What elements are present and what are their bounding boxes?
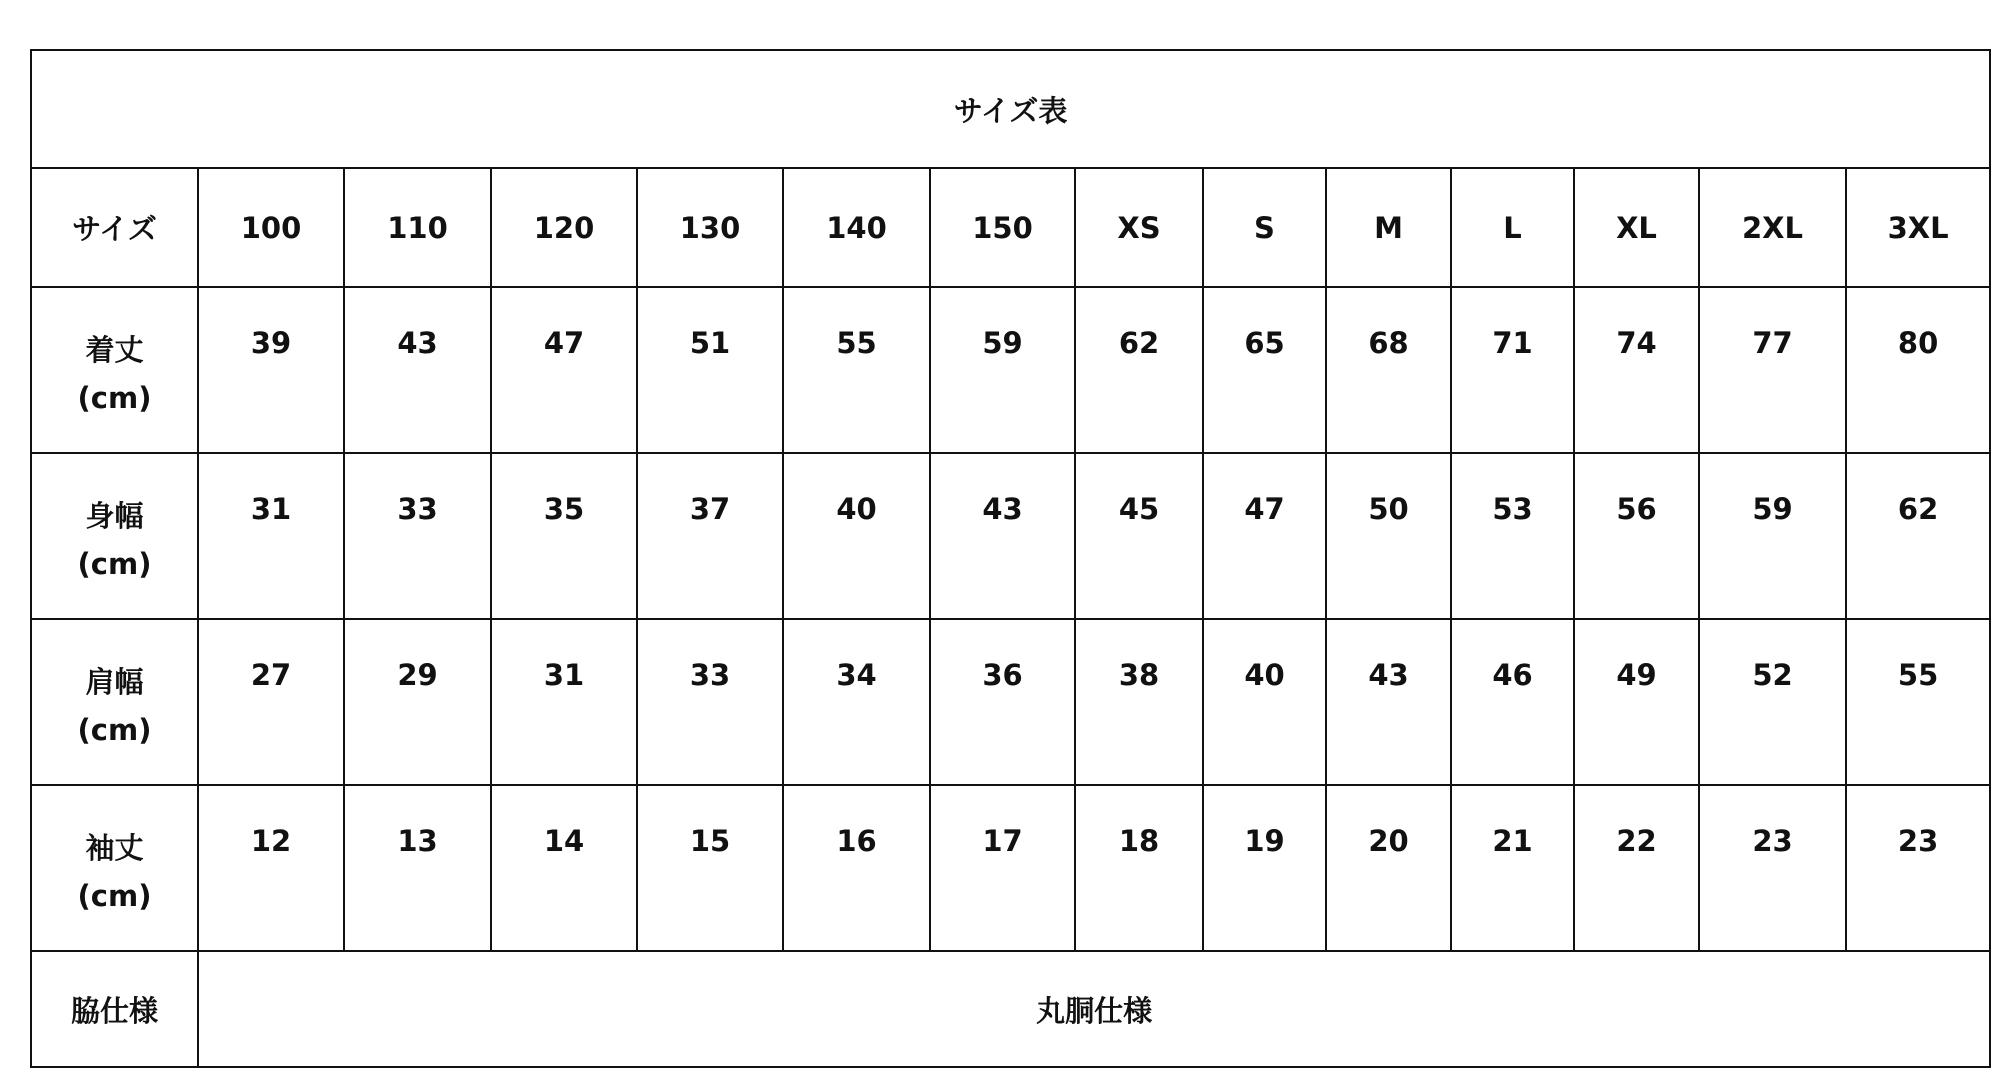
measurement-value: 59: [1752, 492, 1793, 526]
size-header-cell: XL: [1574, 168, 1699, 287]
measurement-value-cell: [1326, 287, 1451, 453]
measurement-value: 33: [689, 658, 731, 692]
size-header-cell: 150: [930, 168, 1075, 287]
measurement-value-cell: [1075, 619, 1203, 785]
size-chart-table: [30, 49, 1991, 1068]
measurement-label-cell: [31, 785, 198, 951]
measurement-value-cell: [1203, 453, 1326, 619]
measurement-value: 47: [543, 326, 585, 360]
measurement-value-cell: [637, 785, 783, 951]
size-header-label: サイズ: [31, 168, 198, 287]
measurement-value-cell: [344, 785, 491, 951]
measurement-value: 15: [689, 824, 731, 858]
measurement-unit: (cm): [77, 879, 152, 913]
measurement-unit: (cm): [77, 547, 152, 581]
measurement-value-cell: [1574, 619, 1699, 785]
measurement-value-cell: [1846, 785, 1990, 951]
size-header-cell: 120: [491, 168, 637, 287]
size-header-cell: 130: [637, 168, 783, 287]
measurement-value-cell: [930, 785, 1075, 951]
measurement-value-cell: [930, 287, 1075, 453]
measurement-value-cell: [637, 287, 783, 453]
measurement-value-cell: [1451, 453, 1574, 619]
measurement-value: 59: [982, 326, 1023, 360]
size-header-cell: 100: [198, 168, 344, 287]
table-title: サイズ表: [31, 50, 1990, 168]
measurement-value-cell: [1075, 785, 1203, 951]
measurement-value-cell: [1203, 619, 1326, 785]
measurement-value: 22: [1616, 824, 1657, 858]
measurement-value: 77: [1752, 326, 1793, 360]
measurement-row: [31, 785, 1990, 951]
measurement-value-cell: [198, 785, 344, 951]
measurement-value-cell: [1451, 287, 1574, 453]
measurement-value: 18: [1118, 824, 1160, 858]
measurement-value-cell: [1846, 453, 1990, 619]
size-header-cell: XS: [1075, 168, 1203, 287]
measurement-value: 45: [1118, 492, 1160, 526]
measurement-value: 40: [1244, 658, 1285, 692]
measurement-value: 37: [689, 492, 731, 526]
measurement-value-cell: [930, 453, 1075, 619]
measurement-value-cell: [783, 619, 930, 785]
footer-row: [31, 951, 1990, 1067]
size-header-cell: M: [1326, 168, 1451, 287]
measurement-value: 62: [1897, 492, 1939, 526]
measurement-value: 47: [1244, 492, 1285, 526]
measurement-value: 29: [397, 658, 438, 692]
measurement-value: 43: [982, 492, 1023, 526]
measurement-value-cell: [1574, 785, 1699, 951]
measurement-value-cell: [1075, 453, 1203, 619]
measurement-value-cell: [783, 785, 930, 951]
measurement-value-cell: [783, 287, 930, 453]
measurement-value-cell: [491, 619, 637, 785]
measurement-value: 16: [836, 824, 877, 858]
measurement-value: 36: [982, 658, 1023, 692]
size-header-cell: 2XL: [1699, 168, 1846, 287]
measurement-value: 52: [1752, 658, 1793, 692]
footer-value: 丸胴仕様: [198, 951, 1990, 1067]
measurement-value-cell: [783, 453, 930, 619]
measurement-label-cell: [31, 453, 198, 619]
measurement-value: 56: [1616, 492, 1657, 526]
measurement-value-cell: [1574, 453, 1699, 619]
measurement-label-cell: [31, 619, 198, 785]
measurement-value: 55: [836, 326, 877, 360]
measurement-value-cell: [1203, 785, 1326, 951]
measurement-value-cell: [1699, 785, 1846, 951]
measurement-value-cell: [491, 453, 637, 619]
measurement-value: 68: [1368, 326, 1409, 360]
measurement-value: 50: [1368, 492, 1409, 526]
measurement-value-cell: [198, 453, 344, 619]
measurement-value: 43: [397, 326, 438, 360]
measurement-unit: (cm): [77, 713, 152, 747]
measurement-value-cell: [491, 287, 637, 453]
measurement-unit: (cm): [77, 381, 152, 415]
measurement-value: 53: [1492, 492, 1533, 526]
header-row: [31, 168, 1990, 287]
measurement-value: 49: [1616, 658, 1657, 692]
measurement-row: [31, 287, 1990, 453]
size-header-cell: L: [1451, 168, 1574, 287]
measurement-value: 38: [1118, 658, 1160, 692]
footer-label: 脇仕様: [31, 951, 198, 1067]
measurement-value: 23: [1897, 824, 1939, 858]
measurement-value: 17: [982, 824, 1023, 858]
measurement-value: 43: [1368, 658, 1409, 692]
measurement-value: 46: [1492, 658, 1533, 692]
size-header-cell: 140: [783, 168, 930, 287]
measurement-value-cell: [198, 287, 344, 453]
measurement-value: 74: [1616, 326, 1657, 360]
measurement-value-cell: [1326, 453, 1451, 619]
measurement-value-cell: [1699, 453, 1846, 619]
measurement-value: 20: [1368, 824, 1409, 858]
measurement-value: 31: [543, 658, 585, 692]
measurement-label: 袖丈: [85, 831, 144, 865]
measurement-value: 31: [250, 492, 292, 526]
measurement-value: 19: [1244, 824, 1285, 858]
measurement-label: 肩幅: [85, 665, 144, 699]
measurement-value-cell: [1574, 287, 1699, 453]
measurement-value: 34: [836, 658, 877, 692]
measurement-value-cell: [1846, 619, 1990, 785]
measurement-value-cell: [344, 453, 491, 619]
measurement-value: 12: [250, 824, 292, 858]
measurement-value: 13: [397, 824, 438, 858]
measurement-value-cell: [198, 619, 344, 785]
measurement-value-cell: [1451, 619, 1574, 785]
size-header-cell: 3XL: [1846, 168, 1990, 287]
measurement-value: 40: [836, 492, 877, 526]
measurement-value: 55: [1897, 658, 1939, 692]
measurement-value: 80: [1897, 326, 1939, 360]
measurement-value-cell: [1326, 785, 1451, 951]
title-row: [31, 50, 1990, 168]
measurement-value: 62: [1118, 326, 1160, 360]
measurement-value: 33: [397, 492, 438, 526]
measurement-value: 35: [543, 492, 585, 526]
measurement-row: [31, 619, 1990, 785]
measurement-value: 71: [1492, 326, 1533, 360]
measurement-value-cell: [1699, 619, 1846, 785]
measurement-label-cell: [31, 287, 198, 453]
size-header-cell: 110: [344, 168, 491, 287]
measurement-value-cell: [930, 619, 1075, 785]
measurement-value-cell: [637, 619, 783, 785]
measurement-value-cell: [344, 287, 491, 453]
measurement-value: 14: [543, 824, 585, 858]
size-chart-body: [31, 50, 1990, 1067]
measurement-row: [31, 453, 1990, 619]
measurement-label: 着丈: [85, 333, 144, 367]
measurement-value: 65: [1244, 326, 1285, 360]
measurement-value-cell: [1203, 287, 1326, 453]
measurement-value-cell: [344, 619, 491, 785]
measurement-value-cell: [1699, 287, 1846, 453]
measurement-value-cell: [637, 453, 783, 619]
measurement-value: 23: [1752, 824, 1793, 858]
measurement-value: 27: [250, 658, 292, 692]
measurement-value: 51: [689, 326, 731, 360]
measurement-value: 21: [1492, 824, 1533, 858]
measurement-value: 39: [250, 326, 292, 360]
measurement-value-cell: [1846, 287, 1990, 453]
measurement-value-cell: [1075, 287, 1203, 453]
size-header-cell: S: [1203, 168, 1326, 287]
measurement-label: 身幅: [85, 499, 144, 533]
measurement-value-cell: [1451, 785, 1574, 951]
measurement-value-cell: [1326, 619, 1451, 785]
measurement-value-cell: [491, 785, 637, 951]
